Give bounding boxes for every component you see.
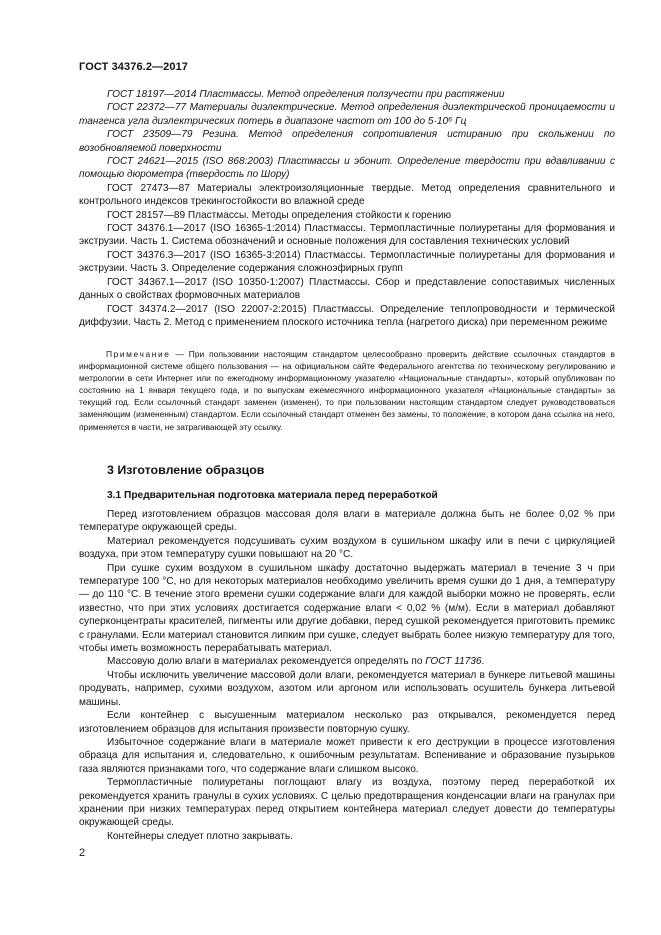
body-paragraph: Материал рекомендуется подсушивать сухим воздухом в сушильном шкафу или в печи с циркуляцией воздуха, при этом температуру сушки повышают на 20 °С. [79, 535, 615, 561]
reference-item: ГОСТ 28157—89 Пластмассы. Методы определения стойкости к горению [107, 209, 452, 221]
reference-item: ГОСТ 34367.1—2017 (ISO 10350-1:2007) Пластмассы. Сбор и представление сопоставимых численных данных о свойствах формовочных материалов [79, 276, 615, 302]
note-dash: — [170, 349, 189, 359]
body-paragraph: Термопластичные полиуретаны поглощают влагу из воздуха, поэтому перед переработкой их рекомендуется хранить гранулы в сухих условиях. С целью предотвращения конденсации влаги на гранулах при хранении при низких температурах перед открытием контейнера материал следует довести до температуры окружающей среды. [79, 777, 615, 829]
note-text: При пользовании настоящим стандартом целесообразно проверить действие ссылочных стандартов в информационной системе общего пользования — на официальном сайте Федерального агентства по техническому регулированию и метрологии в сети Интернет или по ежегодному информационному указателю «Национальные стандарты», который опубликован по состоянию на 1 января текущего года, и по выпускам ежемесячного информационного указателя «Национальные стандарты» за текущий год. Если ссылочный стандарт заменен (изменен), то при пользовании настоящим стандартом следует руководствоваться заменяющим (измененным) стандартом. Если ссылочный стандарт отменен без замены, то положение, в котором дана ссылка на него, применяется в части, не затрагивающей эту ссылку. [79, 349, 615, 432]
body-paragraph: Если контейнер с высушенным материалом несколько раз открывался, рекомендуется перед изготовлением образцов для испытания произвести повторную сушку. [79, 710, 615, 735]
moisture-end: . [481, 656, 485, 668]
reference-item: ГОСТ 24621—2015 (ISO 868:2003) Пластмассы и эбонит. Определение твердости при вдавливании с помощью дюрометра (твердость по Шору) [79, 156, 615, 181]
reference-item: ГОСТ 34374.2—2017 (ISO 22007-2:2015) Пластмассы. Определение теплопроводности и термической диффузии. Часть 2. Метод с применением плоского источника тепла (нагретого диска) при переменном режиме [79, 303, 615, 328]
body-paragraph [79, 655, 615, 668]
body-paragraph: Избыточное содержание влаги в материале может привести к его деструкции в процессе изготовления образца для испытания и, следовательно, к ошибочным результатам. Вспенивание и образование пузырьков газа являются признаками того, что содержание влаги слишком высоко. [79, 736, 615, 775]
section-body [79, 508, 615, 843]
reference-item: ГОСТ 23509—79 Резина. Метод определения сопротивления истиранию при скольжении по возобновляемой поверхности [79, 129, 615, 154]
moisture-reference: ГОСТ 11736 [425, 656, 482, 668]
reference-item: ГОСТ 34376.1—2017 (ISO 16365-1:2014) Пластмассы. Термопластичные полиуретаны для формования и экструзии. Часть 1. Система обозначений и основные положения для составления технических условий [79, 223, 615, 248]
body-paragraph: При сушке сухим воздухом в сушильном шкафу достаточно выдержать материал в течение 3 ч при температуре 100 °С, но для некоторых материалов необходимо увеличить время сушки до 1 дня, а температуру — до 110 °С. В течение этого времени сушки содержание влаги для каждой выборки можно не проверять, если известно, что при этих условиях достигается содержание влаги < 0,02 % (м/м). Если в материал добавляют суперконцентраты красителей, пигменты или другие добавки, перед сушкой рекомендуется приготовить премикс с гранулами. Если материал становится липким при сушке, следует выбрать более низкую температуру для того, чтобы иметь возможность перерабатывать материал. [79, 562, 615, 655]
document-header: ГОСТ 34376.2—2017 [79, 61, 189, 73]
body-paragraph: Чтобы исключить увеличение массовой доли влаги, рекомендуется материал в бункере литьевой машины продувать, например, сухими воздухом, азотом или аргоном или использовать осушитель бункера литьевой машины. [79, 669, 615, 708]
reference-item: ГОСТ 34376.3—2017 (ISO 16365-3:2014) Пластмассы. Термопластичные полиуретаны для формования и экструзии. Часть 3. Определение содержания сложноэфирных групп [79, 249, 615, 275]
page-number: 2 [79, 847, 86, 859]
note-paragraph [79, 348, 615, 433]
moisture-text: Массовую долю влаги в материалах рекомендуется определять по [107, 656, 426, 668]
reference-item: ГОСТ 18197—2014 Пластмассы. Метод определения ползучести при растяжении [107, 89, 505, 100]
section-heading: 3 Изготовление образцов [107, 463, 265, 477]
body-paragraph: Контейнеры следует плотно закрывать. [107, 830, 293, 842]
body-paragraph: Перед изготовлением образцов массовая доля влаги в материале должна быть не более 0,02 % при температуре окружающей среды. [79, 509, 615, 534]
note-block [79, 348, 615, 433]
reference-item: ГОСТ 27473—87 Материалы электроизоляционные твердые. Метод определения сравнительного и контрольного индексов трекингостойкости во влажной среде [79, 182, 615, 208]
subsection-heading: 3.1 Предварительная подготовка материала перед переработкой [107, 490, 438, 501]
normative-references-list [79, 88, 615, 329]
note-label: Примечание [106, 349, 171, 359]
reference-item: ГОСТ 22372—77 Материалы диэлектрические. Метод определения диэлектрической проницаемости и тангенса угла диэлектрических потерь в диапазоне частот от 100 до 5·10⁶ Гц [79, 102, 615, 127]
